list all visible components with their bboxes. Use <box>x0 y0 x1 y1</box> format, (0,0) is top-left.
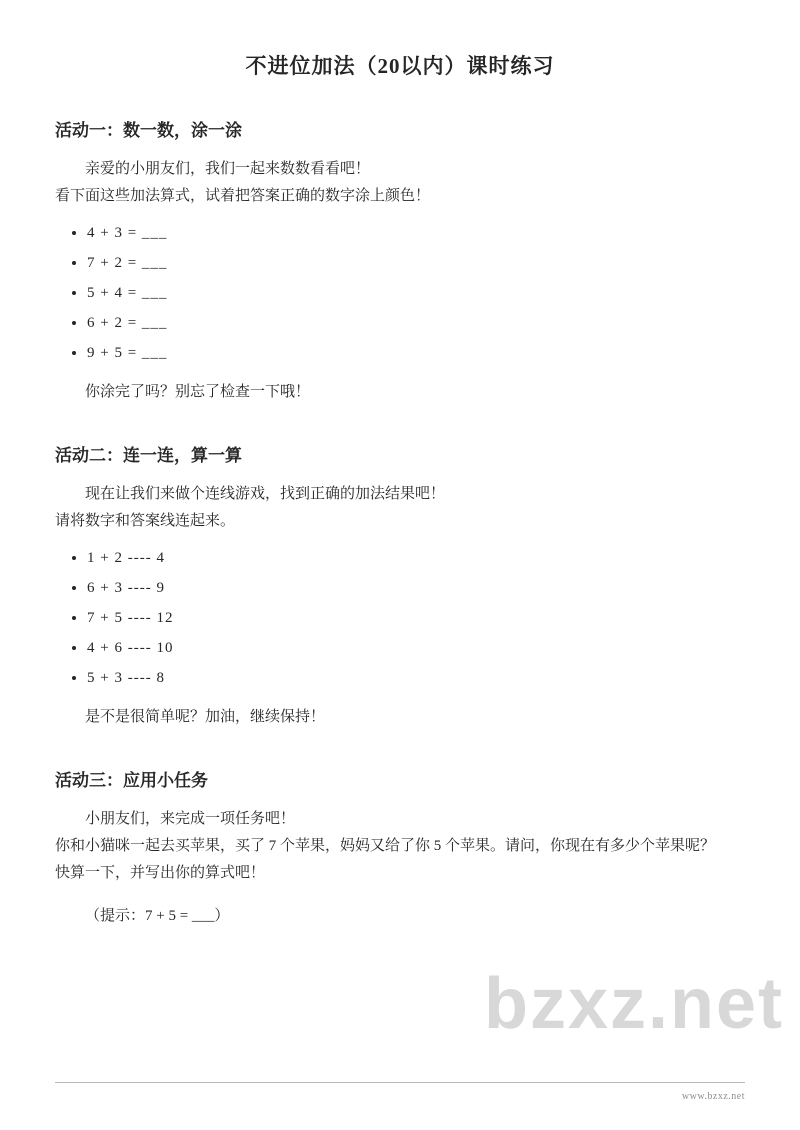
activity-1-heading: 活动一：数一数，涂一涂 <box>55 121 242 140</box>
problem-item: • 6 + 2 = ___ <box>87 315 745 332</box>
problem-item: • 9 + 5 = ___ <box>87 345 745 362</box>
page-footer <box>55 1082 745 1104</box>
activity-3-intro-line-1: 小朋友们，来完成一项任务吧！ <box>85 811 296 827</box>
section-activity-1 <box>55 116 745 405</box>
activity-2-intro-line-1: 现在让我们来做个连线游戏，找到正确的加法结果吧！ <box>85 486 446 502</box>
watermark-text: bzxz.net <box>483 964 784 1044</box>
activity-1-problem-list <box>55 225 745 362</box>
activity-1-intro-line-1: 亲爱的小朋友们，我们一起来数数看看吧！ <box>85 161 371 177</box>
matching-item: • 7 + 5 ---- 12 <box>87 610 745 627</box>
activity-2-problem-list <box>55 550 745 687</box>
footer-url: www.bzxz.net <box>681 1091 745 1102</box>
activity-3-word-problem: 你和小猫咪一起去买苹果，买了 7 个苹果，妈妈又给了你 5 个苹果。请问，你现在有多少个苹果呢？ <box>55 838 716 854</box>
section-activity-3 <box>55 766 745 929</box>
page-title: 不进位加法（20以内）课时练习 <box>245 54 555 78</box>
problem-item: • 7 + 2 = ___ <box>87 255 745 272</box>
activity-3-heading: 活动三：应用小任务 <box>55 771 208 790</box>
activity-3-hint: （提示：7 + 5 = ___） <box>85 908 230 924</box>
activity-1-intro-line-2: 看下面这些加法算式，试着把答案正确的数字涂上颜色！ <box>55 188 431 204</box>
section-activity-2 <box>55 441 745 730</box>
matching-item: • 5 + 3 ---- 8 <box>87 670 745 687</box>
problem-item: • 4 + 3 = ___ <box>87 225 745 242</box>
activity-2-intro-line-2: 请将数字和答案线连起来。 <box>55 513 236 529</box>
activity-2-heading: 活动二：连一连，算一算 <box>55 446 242 465</box>
problem-item: • 5 + 4 = ___ <box>87 285 745 302</box>
matching-item: • 1 + 2 ---- 4 <box>87 550 745 567</box>
activity-1-closing: 你涂完了吗？别忘了检查一下哦！ <box>85 384 311 400</box>
matching-item: • 6 + 3 ---- 9 <box>87 580 745 597</box>
activity-3-instruction: 快算一下，并写出你的算式吧！ <box>55 865 266 881</box>
activity-2-closing: 是不是很简单呢？加油，继续保持！ <box>85 709 326 725</box>
matching-item: • 4 + 6 ---- 10 <box>87 640 745 657</box>
